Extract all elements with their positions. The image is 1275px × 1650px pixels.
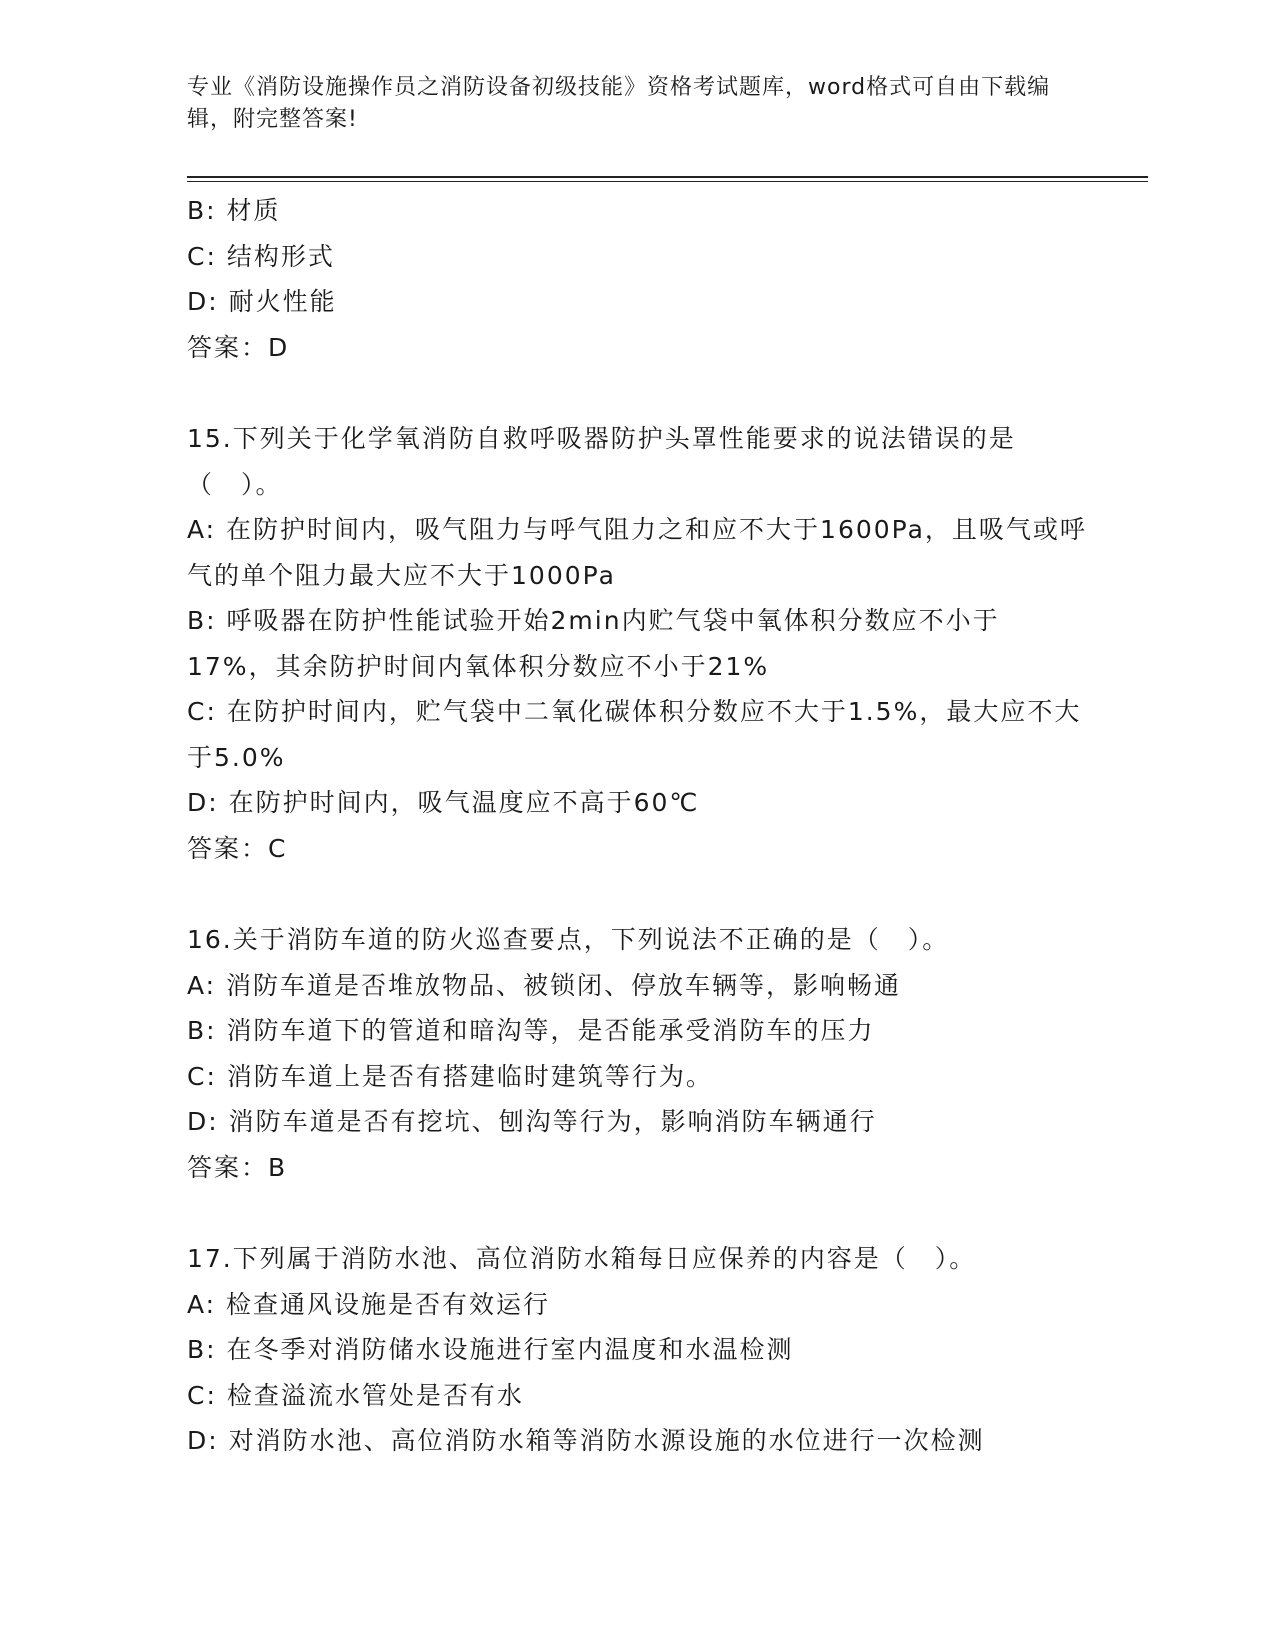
spacer [187,1190,1087,1236]
option-a: A: 在防护时间内，吸气阻力与呼气阻力之和应不大于1600Pa，且吸气或呼气的单个阻力最大应不大于1000Pa [187,515,1087,590]
question-14-continued [187,188,1087,370]
option-c: C: 在防护时间内，贮气袋中二氧化碳体积分数应不大于1.5%，最大应不大于5.0% [187,697,1082,772]
option-a: A: 消防车道是否堆放物品、被锁闭、停放车辆等，影响畅通 [187,970,902,1000]
option-a: A: 检查通风设施是否有效运行 [187,1289,551,1319]
answer-label: 答案：D [187,332,290,362]
option-c: C: 结构形式 [187,241,335,271]
option-b: B: 消防车道下的管道和暗沟等，是否能承受消防车的压力 [187,1016,875,1045]
answer-label: 答案：B [187,1152,288,1182]
question-16 [187,917,1087,1190]
page-header [187,72,1067,136]
header-rule-thin [187,181,1148,182]
question-stem: 15.下列关于化学氧消防自救呼吸器防护头罩性能要求的说法错误的是（ ）。 [187,424,1016,499]
option-d: D: 消防车道是否有挖坑、刨沟等行为，影响消防车辆通行 [187,1107,877,1136]
option-b: B: 在冬季对消防储水设施进行室内温度和水温检测 [187,1335,794,1364]
question-content [187,188,1087,1464]
option-c: C: 检查溢流水管处是否有水 [187,1380,524,1410]
option-c: C: 消防车道上是否有搭建临时建筑等行为。 [187,1061,713,1091]
option-d: D: 在防护时间内，吸气温度应不高于60℃ [187,788,700,817]
spacer [187,370,1087,416]
header-text: 专业《消防设施操作员之消防设备初级技能》资格考试题库，word格式可自由下载编辑，附完整答案! [187,75,1051,132]
option-d: D: 对消防水池、高位消防水箱等消防水源设施的水位进行一次检测 [187,1426,985,1455]
option-d: D: 耐火性能 [187,287,337,316]
question-stem: 17.下列属于消防水池、高位消防水箱每日应保养的内容是（ ）。 [187,1244,977,1273]
option-b: B: 材质 [187,196,281,225]
question-15 [187,416,1087,871]
question-stem: 16.关于消防车道的防火巡查要点，下列说法不正确的是（ ）。 [187,925,950,954]
answer-label: 答案：C [187,833,288,863]
spacer [187,871,1087,917]
header-rule-thick [187,176,1148,178]
option-b: B: 呼吸器在防护性能试验开始2min内贮气袋中氧体积分数应不小于17%，其余防护时间内氧体积分数应不小于21% [187,606,1000,681]
question-17 [187,1236,1087,1464]
